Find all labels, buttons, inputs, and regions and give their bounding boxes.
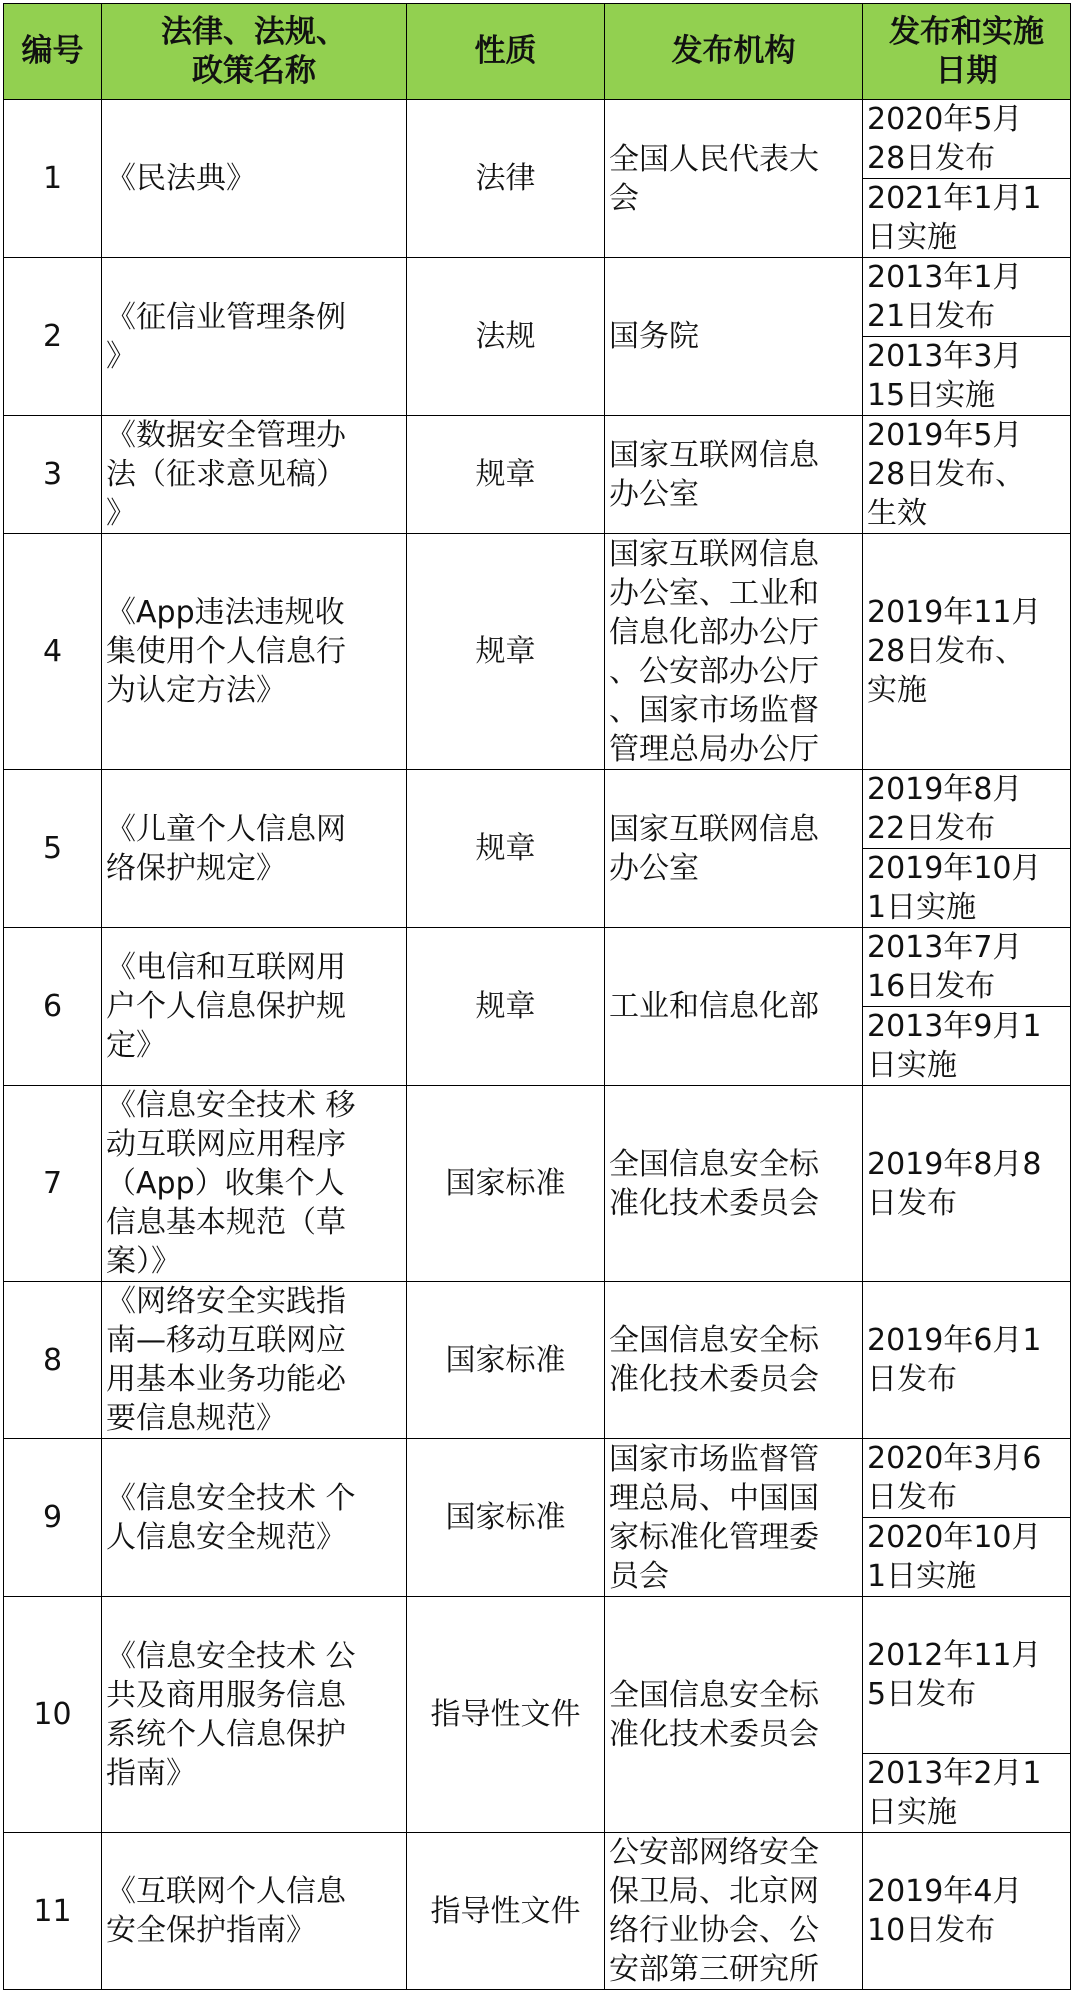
issuing-authority-line: 准化技术委员会 bbox=[609, 1716, 819, 1752]
issuing-authority bbox=[605, 258, 863, 416]
table-row bbox=[4, 770, 1071, 849]
issuing-authority-line: 国家互联网信息 bbox=[609, 437, 819, 473]
date-entry bbox=[863, 849, 1071, 928]
issuing-authority bbox=[605, 1833, 863, 1990]
date-entry-line: 2019年4月 bbox=[867, 1874, 1023, 1909]
issuing-authority bbox=[605, 1597, 863, 1833]
row-number: 9 bbox=[4, 1439, 102, 1597]
regulation-name-line: 法（征求意见稿） bbox=[106, 457, 346, 492]
issuing-authority-line: 安部第三研究所 bbox=[609, 1952, 819, 1987]
regulation-nature: 法规 bbox=[407, 258, 605, 416]
issuing-authority-line: 理总局、中国国 bbox=[609, 1480, 819, 1516]
regulation-name-line: 人信息安全规范》 bbox=[106, 1519, 346, 1555]
header-date-line2: 日期 bbox=[935, 52, 998, 89]
regulation-nature: 规章 bbox=[407, 770, 605, 928]
date-entry-line: 日发布 bbox=[867, 1185, 957, 1221]
issuing-authority-line: 会 bbox=[609, 180, 639, 216]
date-entry-line: 5日发布 bbox=[867, 1677, 977, 1712]
date-entry-line: 2020年5月 bbox=[867, 102, 1023, 137]
date-entry bbox=[863, 534, 1071, 770]
table-row bbox=[4, 1439, 1071, 1518]
header-no: 编号 bbox=[4, 4, 102, 100]
date-entry-line: 10日发布 bbox=[867, 1913, 996, 1948]
issuing-authority-line: 管理总局办公厅 bbox=[609, 731, 819, 767]
regulation-nature: 国家标准 bbox=[407, 1086, 605, 1282]
date-entry bbox=[863, 1439, 1071, 1518]
regulation-name bbox=[102, 1439, 407, 1597]
regulation-name bbox=[102, 928, 407, 1086]
regulation-name-line: 《电信和互联网用 bbox=[106, 950, 346, 985]
date-entry-line: 28日发布、 bbox=[867, 457, 1026, 492]
regulation-name-line: 为认定方法》 bbox=[106, 673, 286, 708]
date-entry bbox=[863, 1597, 1071, 1754]
row-number: 2 bbox=[4, 258, 102, 416]
date-entry-line: 22日发布 bbox=[867, 811, 996, 846]
date-entry bbox=[863, 1086, 1071, 1282]
regulation-name-line: 共及商用服务信息 bbox=[106, 1677, 346, 1713]
date-entry-line: 2019年10月 bbox=[867, 851, 1042, 886]
regulation-nature: 法律 bbox=[407, 100, 605, 258]
row-number: 5 bbox=[4, 770, 102, 928]
table-body bbox=[4, 100, 1071, 1990]
date-entry-line: 2019年6月1 bbox=[867, 1323, 1042, 1358]
issuing-authority-line: 办公室、工业和 bbox=[609, 575, 819, 611]
date-entry-line: 28日发布 bbox=[867, 141, 996, 176]
issuing-authority-line: 国家互联网信息 bbox=[609, 536, 819, 572]
regulation-name-line: 《征信业管理条例 bbox=[106, 299, 346, 335]
date-entry bbox=[863, 416, 1071, 534]
row-number: 10 bbox=[4, 1597, 102, 1833]
date-entry-line: 2013年9月1 bbox=[867, 1009, 1042, 1044]
date-entry-line: 15日实施 bbox=[867, 378, 996, 413]
header-date-line1: 发布和实施 bbox=[889, 13, 1044, 50]
issuing-authority-line: 公安部网络安全 bbox=[609, 1835, 819, 1870]
date-entry-line: 日发布 bbox=[867, 1480, 957, 1515]
regulation-nature: 规章 bbox=[407, 928, 605, 1086]
row-number: 7 bbox=[4, 1086, 102, 1282]
issuing-authority-line: 全国信息安全标 bbox=[609, 1323, 819, 1358]
date-entry bbox=[863, 1007, 1071, 1086]
date-entry-line: 2013年7月 bbox=[867, 930, 1023, 965]
header-issuer: 发布机构 bbox=[605, 4, 863, 100]
date-entry-line: 实施 bbox=[867, 673, 927, 708]
table-row bbox=[4, 1597, 1071, 1754]
issuing-authority-line: 办公室 bbox=[609, 476, 699, 512]
date-entry bbox=[863, 100, 1071, 179]
row-number: 11 bbox=[4, 1833, 102, 1990]
date-entry-line: 2020年3月6 bbox=[867, 1441, 1042, 1476]
regulation-name-line: 《信息安全技术 个 bbox=[106, 1480, 356, 1516]
issuing-authority-line: 家标准化管理委 bbox=[609, 1519, 819, 1555]
issuing-authority-line: 国家市场监督管 bbox=[609, 1441, 819, 1477]
regulation-name bbox=[102, 1282, 407, 1439]
date-entry bbox=[863, 337, 1071, 416]
issuing-authority bbox=[605, 1086, 863, 1282]
regulation-name bbox=[102, 1833, 407, 1990]
date-entry-line: 16日发布 bbox=[867, 969, 996, 1004]
date-entry-line: 日实施 bbox=[867, 220, 957, 255]
table-row bbox=[4, 1833, 1071, 1990]
header-date bbox=[863, 4, 1071, 100]
regulation-name-line: 指南》 bbox=[106, 1755, 196, 1791]
regulation-name-line: 》 bbox=[106, 496, 136, 531]
regulation-name-line: 《民法典》 bbox=[106, 161, 256, 196]
issuing-authority-line: 、公安部办公厅 bbox=[609, 653, 819, 689]
date-entry-line: 日实施 bbox=[867, 1795, 957, 1830]
regulation-name bbox=[102, 416, 407, 534]
regulation-name-line: 定》 bbox=[106, 1028, 166, 1063]
date-entry-line: 2013年3月 bbox=[867, 339, 1023, 374]
header-name-line1: 法律、法规、 bbox=[161, 13, 347, 50]
date-entry-line: 2019年8月8 bbox=[867, 1146, 1042, 1182]
regulation-name bbox=[102, 534, 407, 770]
row-number: 6 bbox=[4, 928, 102, 1086]
date-entry-line: 21日发布 bbox=[867, 299, 996, 334]
issuing-authority bbox=[605, 928, 863, 1086]
row-number: 8 bbox=[4, 1282, 102, 1439]
regulation-nature: 规章 bbox=[407, 534, 605, 770]
date-entry bbox=[863, 1754, 1071, 1833]
issuing-authority bbox=[605, 1439, 863, 1597]
regulation-nature: 国家标准 bbox=[407, 1439, 605, 1597]
date-entry-line: 2013年2月1 bbox=[867, 1756, 1042, 1791]
header-row bbox=[4, 4, 1071, 100]
regulation-nature: 指导性文件 bbox=[407, 1833, 605, 1990]
regulation-name bbox=[102, 100, 407, 258]
law-policy-table bbox=[3, 3, 1071, 1990]
header-name-line2: 政策名称 bbox=[192, 52, 316, 89]
issuing-authority-line: 国务院 bbox=[609, 319, 699, 354]
issuing-authority bbox=[605, 534, 863, 770]
issuing-authority-line: 工业和信息化部 bbox=[609, 989, 819, 1024]
regulation-name bbox=[102, 770, 407, 928]
regulation-name-line: 《信息安全技术 公 bbox=[106, 1638, 356, 1674]
table-row bbox=[4, 258, 1071, 337]
date-entry bbox=[863, 1833, 1071, 1990]
regulation-name-line: 络保护规定》 bbox=[106, 850, 286, 886]
regulation-name-line: 南—移动互联网应 bbox=[106, 1323, 346, 1358]
date-entry-line: 2019年11月 bbox=[867, 595, 1042, 630]
regulation-name-line: 《信息安全技术 移 bbox=[106, 1088, 356, 1123]
regulation-name-line: 《儿童个人信息网 bbox=[106, 811, 346, 847]
issuing-authority-line: 全国人民代表大 bbox=[609, 141, 819, 177]
regulation-name-line: 案）》 bbox=[106, 1244, 181, 1279]
date-entry-line: 2013年1月 bbox=[867, 260, 1023, 295]
regulation-name-line: （App）收集个人 bbox=[106, 1166, 345, 1201]
row-number: 4 bbox=[4, 534, 102, 770]
regulation-name-line: 系统个人信息保护 bbox=[106, 1716, 346, 1752]
regulation-name-line: 安全保护指南》 bbox=[106, 1913, 316, 1948]
issuing-authority-line: 员会 bbox=[609, 1558, 669, 1594]
regulation-name-line: 信息基本规范（草 bbox=[106, 1205, 346, 1240]
date-entry-line: 2019年5月 bbox=[867, 418, 1023, 453]
issuing-authority bbox=[605, 416, 863, 534]
date-entry bbox=[863, 1282, 1071, 1439]
issuing-authority-line: 国家互联网信息 bbox=[609, 811, 819, 847]
issuing-authority-line: 全国信息安全标 bbox=[609, 1677, 819, 1713]
date-entry bbox=[863, 179, 1071, 258]
regulation-name bbox=[102, 1597, 407, 1833]
issuing-authority bbox=[605, 100, 863, 258]
regulation-name bbox=[102, 1086, 407, 1282]
date-entry-line: 2020年10月 bbox=[867, 1520, 1042, 1555]
table-row bbox=[4, 1086, 1071, 1282]
regulation-name-line: 要信息规范》 bbox=[106, 1401, 286, 1436]
issuing-authority-line: 准化技术委员会 bbox=[609, 1185, 819, 1221]
date-entry-line: 2021年1月1 bbox=[867, 181, 1042, 216]
header-nature: 性质 bbox=[407, 4, 605, 100]
table-row bbox=[4, 100, 1071, 179]
date-entry-line: 1日实施 bbox=[867, 1559, 977, 1594]
regulation-name-line: 》 bbox=[106, 338, 136, 374]
regulation-name-line: 《App违法违规收 bbox=[106, 595, 345, 630]
date-entry-line: 2019年8月 bbox=[867, 772, 1023, 807]
regulation-name-line: 动互联网应用程序 bbox=[106, 1127, 346, 1162]
date-entry-line: 28日发布、 bbox=[867, 634, 1026, 669]
table-row bbox=[4, 1282, 1071, 1439]
row-number: 3 bbox=[4, 416, 102, 534]
table-row bbox=[4, 416, 1071, 534]
regulation-nature: 规章 bbox=[407, 416, 605, 534]
date-entry-line: 1日实施 bbox=[867, 890, 977, 925]
regulation-name-line: 户个人信息保护规 bbox=[106, 989, 346, 1024]
issuing-authority-line: 办公室 bbox=[609, 850, 699, 886]
table-row bbox=[4, 928, 1071, 1007]
date-entry bbox=[863, 1518, 1071, 1597]
date-entry bbox=[863, 928, 1071, 1007]
table-row bbox=[4, 534, 1071, 770]
issuing-authority-line: 、国家市场监督 bbox=[609, 692, 819, 728]
regulation-name-line: 《网络安全实践指 bbox=[106, 1284, 346, 1319]
row-number: 1 bbox=[4, 100, 102, 258]
issuing-authority-line: 络行业协会、公 bbox=[609, 1913, 819, 1948]
issuing-authority bbox=[605, 1282, 863, 1439]
issuing-authority-line: 准化技术委员会 bbox=[609, 1362, 819, 1397]
regulation-name-line: 集使用个人信息行 bbox=[106, 634, 346, 669]
issuing-authority-line: 全国信息安全标 bbox=[609, 1146, 819, 1182]
date-entry bbox=[863, 770, 1071, 849]
date-entry-line: 日实施 bbox=[867, 1048, 957, 1083]
regulation-nature: 指导性文件 bbox=[407, 1597, 605, 1833]
regulation-name-line: 用基本业务功能必 bbox=[106, 1362, 346, 1397]
issuing-authority-line: 保卫局、北京网 bbox=[609, 1874, 819, 1909]
issuing-authority-line: 信息化部办公厅 bbox=[609, 614, 819, 650]
date-entry bbox=[863, 258, 1071, 337]
regulation-nature: 国家标准 bbox=[407, 1282, 605, 1439]
date-entry-line: 2012年11月 bbox=[867, 1638, 1042, 1673]
regulation-name-line: 《互联网个人信息 bbox=[106, 1874, 346, 1909]
date-entry-line: 生效 bbox=[867, 496, 927, 531]
header-name bbox=[102, 4, 407, 100]
date-entry-line: 日发布 bbox=[867, 1362, 957, 1397]
issuing-authority bbox=[605, 770, 863, 928]
regulation-name-line: 《数据安全管理办 bbox=[106, 418, 346, 453]
regulation-name bbox=[102, 258, 407, 416]
